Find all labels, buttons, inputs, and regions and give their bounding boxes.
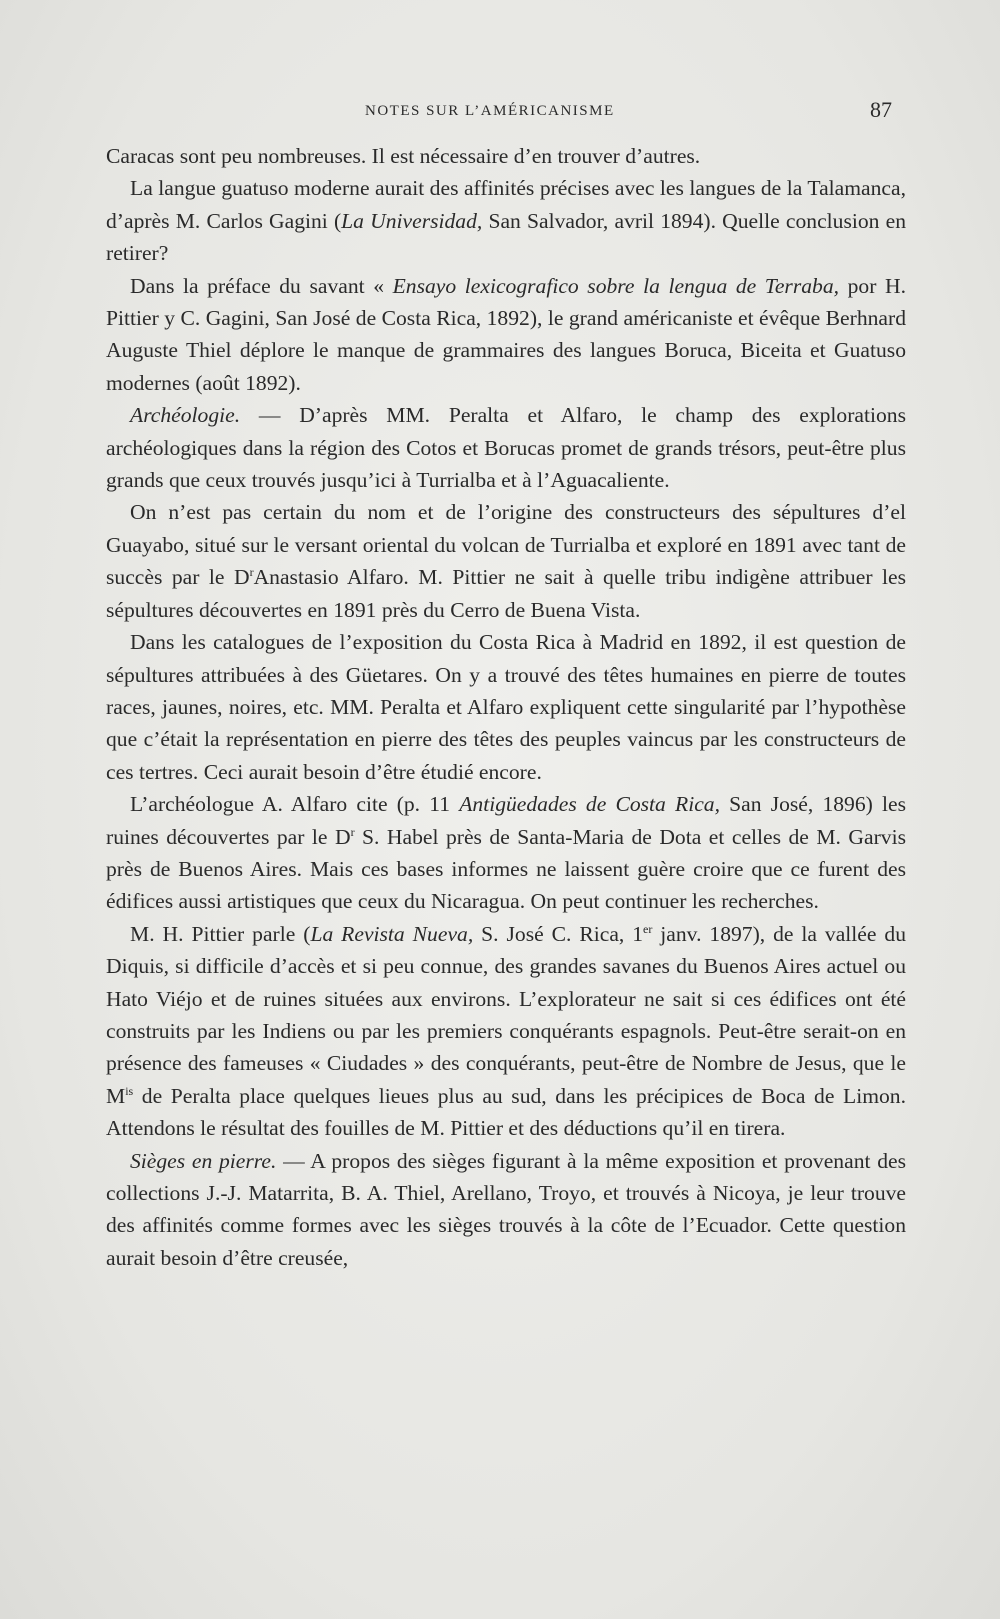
superscript: is (125, 1083, 134, 1098)
text-run: La langue guatuso moderne aurait des affinités précises avec les langues de la Talamanca, d’après M. Carlos Gagini ( (106, 176, 906, 233)
italic-title: La Universidad, (341, 208, 483, 233)
text-run: S. Habel près de Santa-Maria de Dota et celles de M. Garvis près de Buenos Aires. Mais ces bases informes ne laissent guère croire que ce furent des édifices aussi artistiques que ceux du Nicaragua. On peut continuer les recherches. (106, 824, 906, 914)
italic-title: La Revista Nueva, (310, 921, 474, 946)
paragraph (106, 270, 906, 400)
text-run: San Salvador, avril 1894). Quelle conclusion en retirer? (106, 208, 906, 266)
italic-title: Antigüedades de Costa Rica, (459, 792, 720, 817)
paragraph (106, 399, 906, 496)
text-run: M. H. Pittier parle ( (130, 921, 311, 946)
page-number: 87 (870, 97, 892, 122)
paragraph (106, 918, 906, 1145)
text-run: — A propos des sièges figurant à la même exposition et provenant des collections J.-J. Matarrita, B. A. Thiel, Arellano, Troyo, et trouvés à Nicoya, je leur trouve des affinités comme formes avec les sièges trouvés à la côte de l’Ecuador. Cette question aurait besoin d’être creusée, (106, 1148, 907, 1270)
paragraph (106, 140, 906, 172)
italic-title: Ensayo lexicografico sobre la lengua de Terraba, (392, 273, 840, 298)
paragraph (106, 788, 906, 918)
body-text (106, 140, 906, 1274)
running-title: NOTES SUR L’AMÉRICANISME (365, 103, 615, 119)
superscript: r (249, 565, 254, 580)
paragraph (106, 626, 906, 788)
text-run: de Peralta place quelques lieues plus au sud, dans les précipices de Boca de Limon. Attendons le résultat des fouilles de M. Pittier et des déductions qu’il en tirera. (106, 1083, 906, 1141)
paragraph (106, 1145, 906, 1275)
text-run: S. José C. Rica, 1 (473, 921, 644, 946)
section-heading: Archéologie. (130, 403, 241, 428)
text-run: por H. Pittier y C. Gagini, San José de Costa Rica, 1892), le grand américaniste et évêque Berhnard Auguste Thiel déplore le manque de grammaires des langues Boruca, Biceita et Guatuso modernes (août 1892). (106, 273, 906, 395)
text-run: Caracas sont peu nombreuses. Il est nécessaire d’en trouver d’autres. (106, 144, 701, 168)
text-run: L’archéologue A. Alfaro cite (p. 11 (130, 792, 460, 817)
text-run: Anastasio Alfaro. M. Pittier ne sait à quelle tribu indigène attribuer les sépultures découvertes en 1891 près du Cerro de Buena Vista. (106, 565, 906, 622)
text-run: — D’après MM. Peralta et Alfaro, le champ des explorations archéologiques dans la région des Cotos et Borucas promet de grands trésors, peut-être plus grands que ceux trouvés jusqu’ici à Turrialba et à l’Aguacaliente. (106, 403, 906, 493)
paragraph (106, 496, 906, 626)
superscript: er (643, 921, 653, 936)
text-run: janv. 1897), de la vallée du Diquis, si difficile d’accès et si peu connue, des grandes savanes du Buenos Aires actuel ou Hato Viéjo et de ruines situées aux environs. L’explorateur ne sait si ces édifices ont été construits par les Indiens ou par les premiers conquérants espagnols. Peut-être serait-on en présence des fameuses « Ciudades » des conquérants, peut-être de Nombre de Jesus, que le M (106, 921, 906, 1108)
text-run: On n’est pas certain du nom et de l’origine des constructeurs des sépultures d’el Guayabo, situé sur le versant oriental du volcan de Turrialba et exploré en 1891 avec tant de succès par le D (106, 500, 906, 590)
superscript: r (350, 824, 355, 839)
page-header (100, 97, 900, 127)
text-run: Dans les catalogues de l’exposition du Costa Rica à Madrid en 1892, il est question de sépultures attribuées à des Güetares. On y a trouvé des têtes humaines en pierre de toutes races, jaunes, noires, etc. MM. Peralta et Alfaro expliquent cette singularité par l’hypothèse que c’était la représentation en pierre des têtes des peuples vaincus par les constructeurs de ces tertres. Ceci aurait besoin d’être étudié encore. (106, 630, 906, 784)
text-run: Dans la préface du savant « (130, 273, 393, 298)
text-run: San José, 1896) les ruines découvertes par le D (106, 792, 906, 849)
section-heading: Sièges en pierre. (130, 1148, 277, 1173)
paragraph (106, 172, 906, 269)
